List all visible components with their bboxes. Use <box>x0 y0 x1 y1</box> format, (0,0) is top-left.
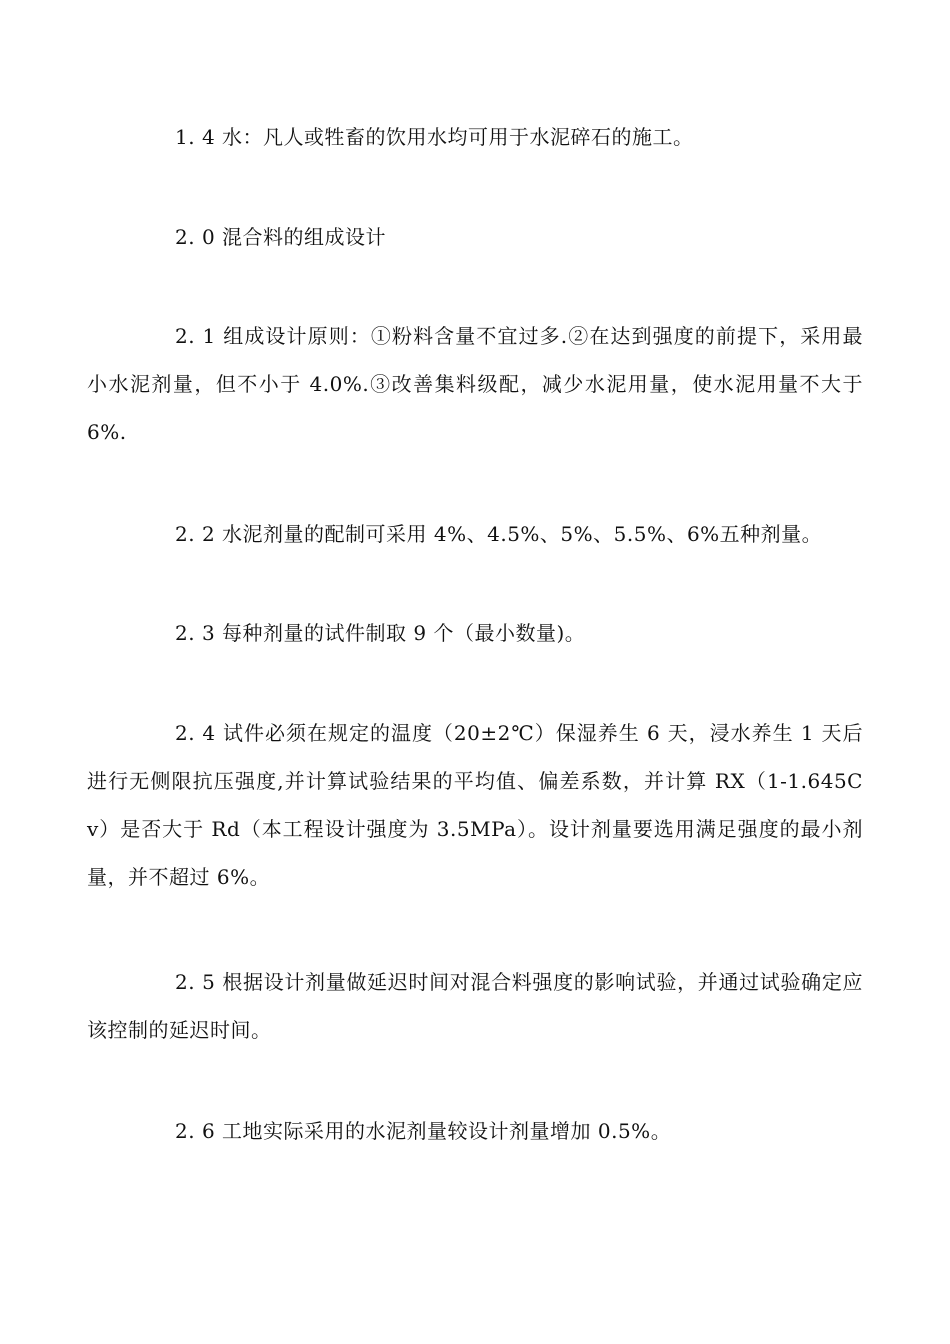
paragraph-1-4-water: 1. 4 水：凡人或牲畜的饮用水均可用于水泥碎石的施工。 <box>175 125 694 149</box>
paragraph-2-6-site-dosage: 2. 6 工地实际采用的水泥剂量较设计剂量增加 0.5%。 <box>175 1119 672 1143</box>
paragraph-2-1-principles: 2. 1 组成设计原则：①粉料含量不宜过多.②在达到强度的前提下，采用最小水泥剂量，但不小于 4.0%.③改善集料级配，减少水泥用量，使水泥用量不大于 6%. <box>87 324 863 444</box>
paragraph-2-3-specimens: 2. 3 每种剂量的试件制取 9 个（最小数量)。 <box>175 621 586 645</box>
paragraph-2-2-dosage: 2. 2 水泥剂量的配制可采用 4%、4.5%、5%、5.5%、6%五种剂量。 <box>175 522 823 546</box>
paragraph-2-5-delay: 2. 5 根据设计剂量做延迟时间对混合料强度的影响试验，并通过试验确定应该控制的延迟时间。 <box>87 970 863 1042</box>
paragraph-2-0-heading: 2. 0 混合料的组成设计 <box>175 225 387 249</box>
paragraph-2-4-curing: 2. 4 试件必须在规定的温度（20±2℃）保湿养生 6 天，浸水养生 1 天后进行无侧限抗压强度,并计算试验结果的平均值、偏差系数，并计算 RX（1-1.645Cv）是否大于 Rd（本工程设计强度为 3.5MPa）。设计剂量要选用满足强度的最小剂量，并不超过 6%。 <box>87 721 863 889</box>
